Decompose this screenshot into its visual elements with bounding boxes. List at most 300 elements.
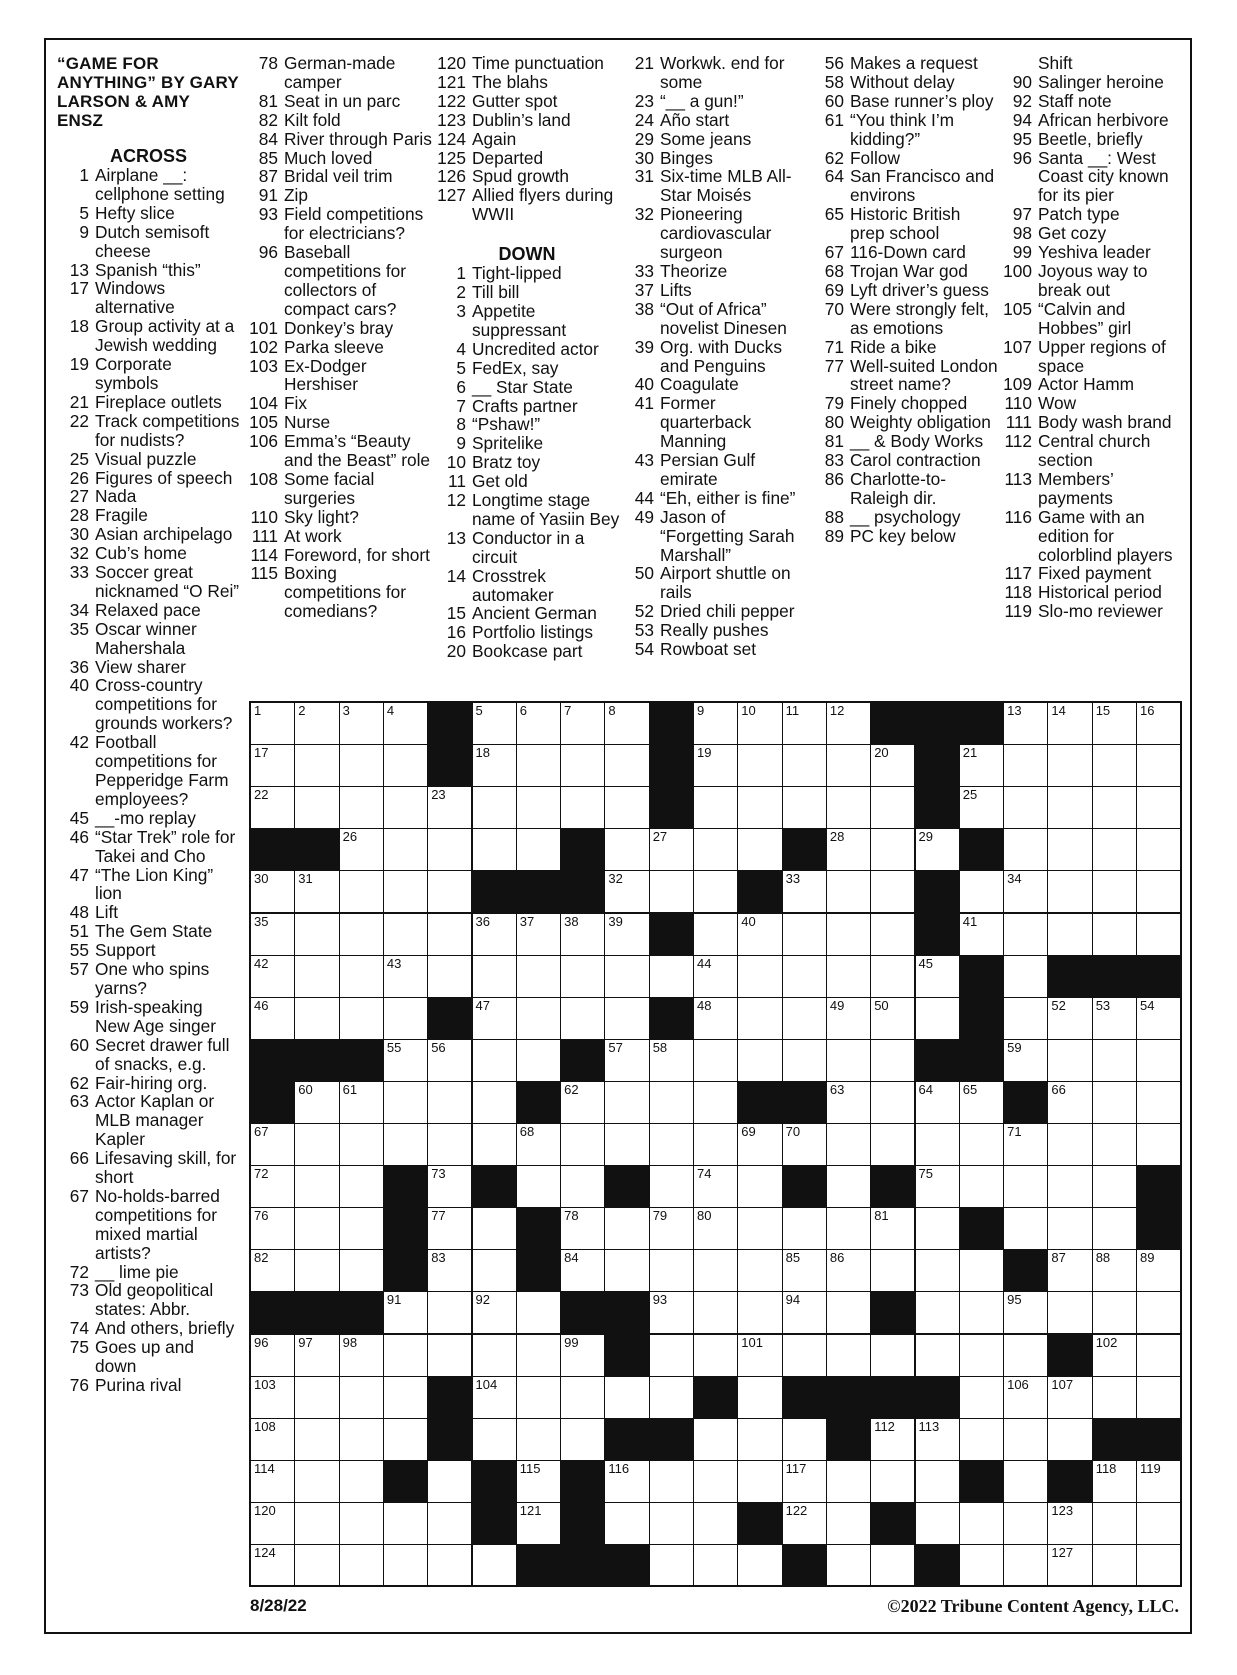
grid-cell[interactable] — [250, 744, 295, 787]
grid-cell[interactable] — [294, 955, 339, 998]
grid-cell[interactable] — [1047, 870, 1092, 913]
grid-cell[interactable] — [1047, 828, 1092, 871]
grid-cell[interactable] — [472, 1291, 517, 1334]
grid-cell[interactable] — [604, 828, 649, 871]
grid-cell[interactable] — [649, 1165, 694, 1208]
grid-cell[interactable] — [826, 913, 871, 956]
grid-cell[interactable] — [826, 1207, 871, 1250]
grid-cell[interactable] — [870, 1207, 915, 1250]
grid-cell[interactable] — [870, 1123, 915, 1166]
grid-cell[interactable] — [516, 1376, 561, 1419]
grid-cell[interactable] — [250, 997, 295, 1040]
grid-cell[interactable] — [959, 744, 1004, 787]
grid-cell[interactable] — [339, 997, 384, 1040]
grid-cell[interactable] — [472, 744, 517, 787]
grid-cell[interactable] — [250, 1544, 295, 1587]
grid-cell[interactable] — [250, 1123, 295, 1166]
grid-cell[interactable] — [959, 786, 1004, 829]
grid-cell[interactable] — [870, 1460, 915, 1503]
grid-cell[interactable] — [826, 744, 871, 787]
grid-cell[interactable] — [472, 1081, 517, 1124]
grid-cell[interactable] — [737, 1039, 782, 1082]
grid-cell[interactable] — [826, 870, 871, 913]
grid-cell[interactable] — [294, 1249, 339, 1292]
grid-cell[interactable] — [1092, 1165, 1137, 1208]
grid-cell[interactable] — [472, 702, 517, 745]
grid-cell[interactable] — [826, 1081, 871, 1124]
grid-cell[interactable] — [294, 1460, 339, 1503]
grid-cell[interactable] — [649, 1376, 694, 1419]
grid-cell[interactable] — [560, 1249, 605, 1292]
grid-cell[interactable] — [782, 955, 827, 998]
grid-cell[interactable] — [693, 870, 738, 913]
grid-cell[interactable] — [1003, 1291, 1048, 1334]
grid-cell[interactable] — [649, 1544, 694, 1587]
grid-cell[interactable] — [1092, 1081, 1137, 1124]
grid-cell[interactable] — [693, 955, 738, 998]
grid-cell[interactable] — [737, 1376, 782, 1419]
grid-cell[interactable] — [516, 702, 561, 745]
grid-cell[interactable] — [1092, 1376, 1137, 1419]
grid-cell[interactable] — [693, 1081, 738, 1124]
grid-cell[interactable] — [1047, 702, 1092, 745]
grid-cell[interactable] — [1047, 913, 1092, 956]
grid-cell[interactable] — [737, 1418, 782, 1461]
grid-cell[interactable] — [1092, 744, 1137, 787]
grid-cell[interactable] — [782, 1502, 827, 1545]
grid-cell[interactable] — [782, 913, 827, 956]
grid-cell[interactable] — [737, 1123, 782, 1166]
grid-cell[interactable] — [1003, 1502, 1048, 1545]
grid-cell[interactable] — [737, 1165, 782, 1208]
grid-cell[interactable] — [339, 1334, 384, 1377]
grid-cell[interactable] — [959, 1502, 1004, 1545]
grid-cell[interactable] — [250, 955, 295, 998]
grid-cell[interactable] — [516, 955, 561, 998]
grid-cell[interactable] — [649, 1460, 694, 1503]
grid-cell[interactable] — [294, 1081, 339, 1124]
grid-cell[interactable] — [427, 1081, 472, 1124]
grid-cell[interactable] — [1092, 1039, 1137, 1082]
grid-cell[interactable] — [560, 1123, 605, 1166]
grid-cell[interactable] — [604, 913, 649, 956]
grid-cell[interactable] — [383, 1376, 428, 1419]
grid-cell[interactable] — [1136, 828, 1181, 871]
grid-cell[interactable] — [339, 1165, 384, 1208]
grid-cell[interactable] — [870, 1249, 915, 1292]
grid-cell[interactable] — [604, 786, 649, 829]
grid-cell[interactable] — [826, 1291, 871, 1334]
grid-cell[interactable] — [250, 1376, 295, 1419]
grid-cell[interactable] — [826, 1460, 871, 1503]
grid-cell[interactable] — [250, 1418, 295, 1461]
grid-cell[interactable] — [649, 1039, 694, 1082]
grid-cell[interactable] — [472, 1544, 517, 1587]
grid-cell[interactable] — [294, 1123, 339, 1166]
grid-cell[interactable] — [250, 1502, 295, 1545]
grid-cell[interactable] — [693, 1123, 738, 1166]
grid-cell[interactable] — [649, 870, 694, 913]
grid-cell[interactable] — [693, 1418, 738, 1461]
grid-cell[interactable] — [560, 1207, 605, 1250]
grid-cell[interactable] — [1003, 1039, 1048, 1082]
grid-cell[interactable] — [427, 1544, 472, 1587]
grid-cell[interactable] — [604, 1039, 649, 1082]
grid-cell[interactable] — [826, 955, 871, 998]
grid-cell[interactable] — [1136, 1249, 1181, 1292]
grid-cell[interactable] — [915, 997, 960, 1040]
grid-cell[interactable] — [516, 744, 561, 787]
grid-cell[interactable] — [516, 1334, 561, 1377]
grid-cell[interactable] — [560, 1418, 605, 1461]
grid-cell[interactable] — [472, 1249, 517, 1292]
grid-cell[interactable] — [339, 1544, 384, 1587]
grid-cell[interactable] — [339, 744, 384, 787]
grid-cell[interactable] — [737, 786, 782, 829]
grid-cell[interactable] — [294, 1544, 339, 1587]
grid-cell[interactable] — [427, 1502, 472, 1545]
grid-cell[interactable] — [250, 870, 295, 913]
grid-cell[interactable] — [250, 1460, 295, 1503]
grid-cell[interactable] — [693, 1460, 738, 1503]
grid-cell[interactable] — [560, 1165, 605, 1208]
grid-cell[interactable] — [1003, 1418, 1048, 1461]
grid-cell[interactable] — [516, 1418, 561, 1461]
grid-cell[interactable] — [339, 1418, 384, 1461]
grid-cell[interactable] — [826, 828, 871, 871]
grid-cell[interactable] — [649, 828, 694, 871]
grid-cell[interactable] — [915, 1460, 960, 1503]
grid-cell[interactable] — [959, 913, 1004, 956]
grid-cell[interactable] — [693, 1291, 738, 1334]
grid-cell[interactable] — [1092, 828, 1137, 871]
grid-cell[interactable] — [826, 1165, 871, 1208]
grid-cell[interactable] — [1136, 1544, 1181, 1587]
grid-cell[interactable] — [604, 1081, 649, 1124]
grid-cell[interactable] — [294, 1376, 339, 1419]
grid-cell[interactable] — [1003, 1207, 1048, 1250]
grid-cell[interactable] — [737, 828, 782, 871]
grid-cell[interactable] — [516, 1123, 561, 1166]
grid-cell[interactable] — [1047, 1291, 1092, 1334]
grid-cell[interactable] — [560, 1081, 605, 1124]
grid-cell[interactable] — [1003, 1123, 1048, 1166]
grid-cell[interactable] — [782, 870, 827, 913]
grid-cell[interactable] — [383, 955, 428, 998]
grid-cell[interactable] — [250, 702, 295, 745]
grid-cell[interactable] — [339, 955, 384, 998]
grid-cell[interactable] — [782, 1123, 827, 1166]
grid-cell[interactable] — [1136, 786, 1181, 829]
grid-cell[interactable] — [427, 828, 472, 871]
grid-cell[interactable] — [472, 1334, 517, 1377]
grid-cell[interactable] — [604, 702, 649, 745]
grid-cell[interactable] — [959, 1249, 1004, 1292]
grid-cell[interactable] — [294, 744, 339, 787]
grid-cell[interactable] — [915, 955, 960, 998]
grid-cell[interactable] — [959, 1334, 1004, 1377]
grid-cell[interactable] — [1092, 1544, 1137, 1587]
grid-cell[interactable] — [737, 913, 782, 956]
grid-cell[interactable] — [427, 955, 472, 998]
grid-cell[interactable] — [516, 913, 561, 956]
grid-cell[interactable] — [383, 1039, 428, 1082]
grid-cell[interactable] — [1003, 744, 1048, 787]
grid-cell[interactable] — [560, 702, 605, 745]
grid-cell[interactable] — [427, 1334, 472, 1377]
grid-cell[interactable] — [693, 744, 738, 787]
grid-cell[interactable] — [472, 828, 517, 871]
grid-cell[interactable] — [737, 1249, 782, 1292]
grid-cell[interactable] — [693, 913, 738, 956]
grid-cell[interactable] — [915, 1291, 960, 1334]
grid-cell[interactable] — [1003, 870, 1048, 913]
grid-cell[interactable] — [339, 870, 384, 913]
grid-cell[interactable] — [383, 828, 428, 871]
grid-cell[interactable] — [826, 786, 871, 829]
grid-cell[interactable] — [472, 1376, 517, 1419]
grid-cell[interactable] — [1047, 997, 1092, 1040]
grid-cell[interactable] — [604, 1502, 649, 1545]
grid-cell[interactable] — [826, 1502, 871, 1545]
grid-cell[interactable] — [1092, 1249, 1137, 1292]
grid-cell[interactable] — [472, 1418, 517, 1461]
grid-cell[interactable] — [294, 786, 339, 829]
grid-cell[interactable] — [1136, 870, 1181, 913]
grid-cell[interactable] — [250, 913, 295, 956]
grid-cell[interactable] — [693, 1207, 738, 1250]
grid-cell[interactable] — [1092, 913, 1137, 956]
grid-cell[interactable] — [959, 1291, 1004, 1334]
grid-cell[interactable] — [1092, 1334, 1137, 1377]
grid-cell[interactable] — [294, 1418, 339, 1461]
grid-cell[interactable] — [516, 786, 561, 829]
grid-cell[interactable] — [693, 1165, 738, 1208]
grid-cell[interactable] — [1047, 1544, 1092, 1587]
grid-cell[interactable] — [693, 1249, 738, 1292]
grid-cell[interactable] — [870, 1334, 915, 1377]
grid-cell[interactable] — [294, 913, 339, 956]
grid-cell[interactable] — [383, 1291, 428, 1334]
grid-cell[interactable] — [1136, 1291, 1181, 1334]
grid-cell[interactable] — [915, 1123, 960, 1166]
grid-cell[interactable] — [1047, 1502, 1092, 1545]
grid-cell[interactable] — [1047, 1207, 1092, 1250]
grid-cell[interactable] — [383, 1502, 428, 1545]
grid-cell[interactable] — [1047, 1418, 1092, 1461]
grid-cell[interactable] — [915, 1334, 960, 1377]
grid-cell[interactable] — [516, 1291, 561, 1334]
grid-cell[interactable] — [427, 1207, 472, 1250]
grid-cell[interactable] — [826, 997, 871, 1040]
grid-cell[interactable] — [737, 1544, 782, 1587]
grid-cell[interactable] — [294, 1207, 339, 1250]
grid-cell[interactable] — [516, 1502, 561, 1545]
grid-cell[interactable] — [782, 1460, 827, 1503]
grid-cell[interactable] — [737, 1460, 782, 1503]
grid-cell[interactable] — [1136, 913, 1181, 956]
grid-cell[interactable] — [1003, 955, 1048, 998]
grid-cell[interactable] — [560, 913, 605, 956]
grid-cell[interactable] — [737, 1334, 782, 1377]
grid-cell[interactable] — [294, 870, 339, 913]
grid-cell[interactable] — [604, 870, 649, 913]
grid-cell[interactable] — [737, 955, 782, 998]
grid-cell[interactable] — [826, 1123, 871, 1166]
grid-cell[interactable] — [294, 1502, 339, 1545]
grid-cell[interactable] — [560, 786, 605, 829]
grid-cell[interactable] — [1003, 1544, 1048, 1587]
grid-cell[interactable] — [383, 870, 428, 913]
grid-cell[interactable] — [250, 1207, 295, 1250]
grid-cell[interactable] — [383, 1334, 428, 1377]
grid-cell[interactable] — [604, 1376, 649, 1419]
grid-cell[interactable] — [1092, 786, 1137, 829]
grid-cell[interactable] — [1003, 1376, 1048, 1419]
grid-cell[interactable] — [383, 1081, 428, 1124]
grid-cell[interactable] — [427, 913, 472, 956]
grid-cell[interactable] — [516, 828, 561, 871]
grid-cell[interactable] — [560, 1376, 605, 1419]
grid-cell[interactable] — [1092, 1123, 1137, 1166]
grid-cell[interactable] — [339, 702, 384, 745]
grid-cell[interactable] — [560, 997, 605, 1040]
grid-cell[interactable] — [516, 1039, 561, 1082]
grid-cell[interactable] — [427, 1249, 472, 1292]
grid-cell[interactable] — [1136, 744, 1181, 787]
grid-cell[interactable] — [1047, 1165, 1092, 1208]
grid-cell[interactable] — [472, 913, 517, 956]
grid-cell[interactable] — [339, 1460, 384, 1503]
grid-cell[interactable] — [1047, 786, 1092, 829]
grid-cell[interactable] — [1003, 1334, 1048, 1377]
grid-cell[interactable] — [427, 1039, 472, 1082]
grid-cell[interactable] — [782, 1207, 827, 1250]
grid-cell[interactable] — [339, 1249, 384, 1292]
grid-cell[interactable] — [649, 1249, 694, 1292]
grid-cell[interactable] — [1003, 702, 1048, 745]
grid-cell[interactable] — [782, 702, 827, 745]
grid-cell[interactable] — [383, 1544, 428, 1587]
grid-cell[interactable] — [782, 1291, 827, 1334]
grid-cell[interactable] — [915, 1081, 960, 1124]
grid-cell[interactable] — [472, 1207, 517, 1250]
grid-cell[interactable] — [383, 744, 428, 787]
grid-cell[interactable] — [693, 702, 738, 745]
grid-cell[interactable] — [250, 1249, 295, 1292]
grid-cell[interactable] — [693, 1502, 738, 1545]
grid-cell[interactable] — [737, 702, 782, 745]
grid-cell[interactable] — [737, 997, 782, 1040]
grid-cell[interactable] — [693, 997, 738, 1040]
grid-cell[interactable] — [737, 1207, 782, 1250]
grid-cell[interactable] — [339, 1376, 384, 1419]
grid-cell[interactable] — [1136, 997, 1181, 1040]
grid-cell[interactable] — [737, 1291, 782, 1334]
grid-cell[interactable] — [1092, 1291, 1137, 1334]
grid-cell[interactable] — [339, 1123, 384, 1166]
grid-cell[interactable] — [1003, 1165, 1048, 1208]
grid-cell[interactable] — [782, 786, 827, 829]
grid-cell[interactable] — [294, 1334, 339, 1377]
grid-cell[interactable] — [870, 1544, 915, 1587]
grid-cell[interactable] — [649, 1081, 694, 1124]
grid-cell[interactable] — [294, 702, 339, 745]
grid-cell[interactable] — [737, 744, 782, 787]
grid-cell[interactable] — [1136, 1376, 1181, 1419]
grid-cell[interactable] — [1003, 786, 1048, 829]
grid-cell[interactable] — [516, 1165, 561, 1208]
grid-cell[interactable] — [915, 1249, 960, 1292]
grid-cell[interactable] — [604, 1460, 649, 1503]
grid-cell[interactable] — [383, 786, 428, 829]
grid-cell[interactable] — [427, 1460, 472, 1503]
grid-cell[interactable] — [516, 1460, 561, 1503]
grid-cell[interactable] — [915, 828, 960, 871]
grid-cell[interactable] — [383, 1123, 428, 1166]
grid-cell[interactable] — [1003, 828, 1048, 871]
grid-cell[interactable] — [560, 744, 605, 787]
grid-cell[interactable] — [339, 1502, 384, 1545]
grid-cell[interactable] — [1092, 1207, 1137, 1250]
grid-cell[interactable] — [649, 955, 694, 998]
grid-cell[interactable] — [826, 702, 871, 745]
grid-cell[interactable] — [427, 1123, 472, 1166]
grid-cell[interactable] — [649, 1291, 694, 1334]
grid-cell[interactable] — [1136, 1334, 1181, 1377]
grid-cell[interactable] — [870, 1418, 915, 1461]
grid-cell[interactable] — [604, 955, 649, 998]
grid-cell[interactable] — [604, 1249, 649, 1292]
grid-cell[interactable] — [870, 1039, 915, 1082]
grid-cell[interactable] — [693, 828, 738, 871]
grid-cell[interactable] — [959, 870, 1004, 913]
grid-cell[interactable] — [1136, 1039, 1181, 1082]
grid-cell[interactable] — [870, 828, 915, 871]
grid-cell[interactable] — [959, 1376, 1004, 1419]
grid-cell[interactable] — [294, 1165, 339, 1208]
grid-cell[interactable] — [1047, 1039, 1092, 1082]
grid-cell[interactable] — [383, 702, 428, 745]
grid-cell[interactable] — [959, 1165, 1004, 1208]
grid-cell[interactable] — [560, 1334, 605, 1377]
grid-cell[interactable] — [1047, 744, 1092, 787]
grid-cell[interactable] — [604, 997, 649, 1040]
grid-cell[interactable] — [915, 1207, 960, 1250]
grid-cell[interactable] — [1047, 1081, 1092, 1124]
grid-cell[interactable] — [339, 1081, 384, 1124]
grid-cell[interactable] — [1047, 1376, 1092, 1419]
grid-cell[interactable] — [649, 1207, 694, 1250]
grid-cell[interactable] — [472, 955, 517, 998]
grid-cell[interactable] — [1136, 1081, 1181, 1124]
grid-cell[interactable] — [250, 1334, 295, 1377]
grid-cell[interactable] — [1003, 1460, 1048, 1503]
grid-cell[interactable] — [604, 1123, 649, 1166]
grid-cell[interactable] — [1136, 1123, 1181, 1166]
grid-cell[interactable] — [1047, 1123, 1092, 1166]
grid-cell[interactable] — [870, 870, 915, 913]
grid-cell[interactable] — [339, 786, 384, 829]
grid-cell[interactable] — [782, 1334, 827, 1377]
grid-cell[interactable] — [826, 1334, 871, 1377]
grid-cell[interactable] — [472, 1039, 517, 1082]
grid-cell[interactable] — [294, 997, 339, 1040]
grid-cell[interactable] — [339, 828, 384, 871]
grid-cell[interactable] — [693, 1039, 738, 1082]
grid-cell[interactable] — [472, 1123, 517, 1166]
grid-cell[interactable] — [339, 1207, 384, 1250]
